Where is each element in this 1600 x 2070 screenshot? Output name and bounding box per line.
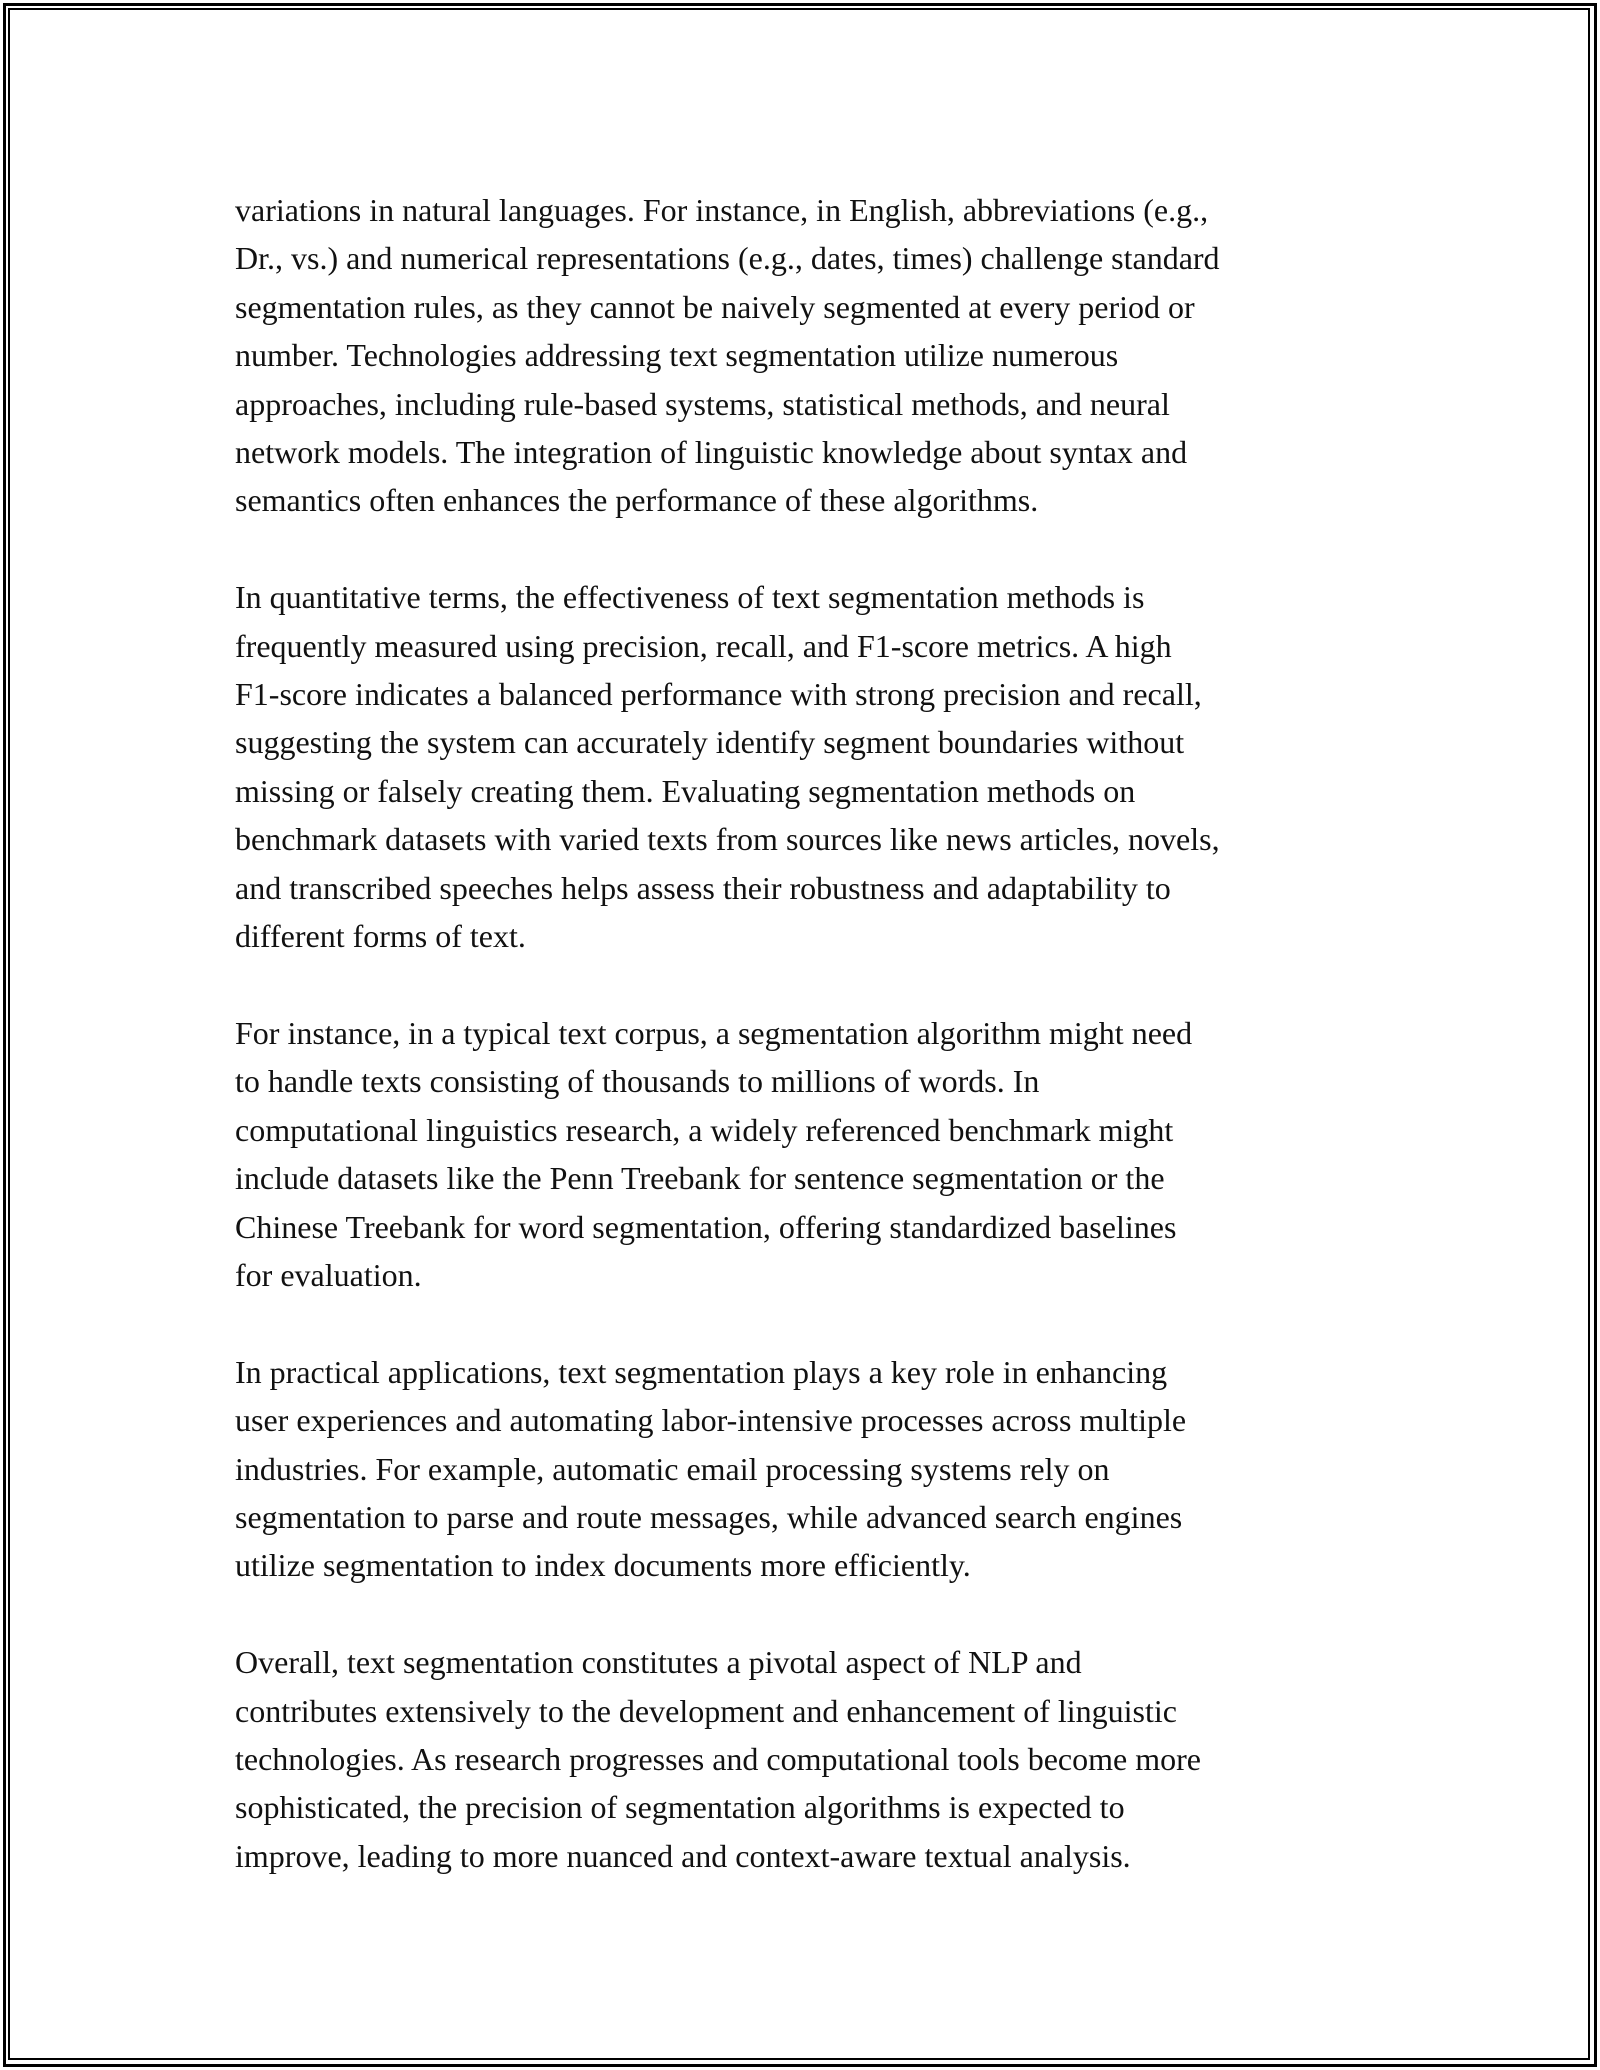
text-line: sophisticated, the precision of segmentation algorithms is expected to (235, 1789, 1125, 1826)
text-line: to handle texts consisting of thousands to millions of words. In (235, 1063, 1040, 1100)
text-line: In quantitative terms, the effectiveness of text segmentation methods is (235, 579, 1145, 616)
text-line: number. Technologies addressing text segmentation utilize numerous (235, 337, 1119, 374)
text-line: segmentation to parse and route messages, while advanced search engines (235, 1498, 1183, 1535)
paragraph (235, 573, 1375, 960)
text-line: missing or falsely creating them. Evaluating segmentation methods on (235, 772, 1136, 809)
text-line: variations in natural languages. For instance, in English, abbreviations (e.g., (235, 192, 1209, 228)
text-line: contributes extensively to the development and enhancement of linguistic (235, 1692, 1177, 1729)
text-line: Chinese Treebank for word segmentation, offering standardized baselines (235, 1208, 1177, 1245)
text-line: benchmark datasets with varied texts from sources like news articles, novels, (235, 821, 1220, 858)
text-line: In practical applications, text segmentation plays a key role in enhancing (235, 1353, 1168, 1390)
text-line: Overall, text segmentation constitutes a pivotal aspect of NLP and (235, 1644, 1082, 1681)
text-line: approaches, including rule-based systems, statistical methods, and neural (235, 385, 1170, 422)
text-line: frequently measured using precision, recall, and F1-score metrics. A high (235, 627, 1172, 664)
paragraph (235, 1009, 1375, 1299)
document-body (235, 186, 1375, 1929)
text-line: and transcribed speeches helps assess their robustness and adaptability to (235, 869, 1171, 906)
text-line: segmentation rules, as they cannot be naively segmented at every period or (235, 288, 1195, 325)
text-line: F1-score indicates a balanced performance with strong precision and recall, (235, 676, 1202, 713)
text-line: improve, leading to more nuanced and context-aware textual analysis. (235, 1837, 1131, 1874)
text-line: semantics often enhances the performance of these algorithms. (235, 482, 1039, 519)
text-line: technologies. As research progresses and computational tools become more (235, 1740, 1201, 1777)
text-line: user experiences and automating labor-intensive processes across multiple (235, 1402, 1187, 1439)
text-line: network models. The integration of linguistic knowledge about syntax and (235, 434, 1188, 471)
text-line: different forms of text. (235, 918, 526, 955)
text-line: industries. For example, automatic email processing systems rely on (235, 1450, 1110, 1487)
text-line: utilize segmentation to index documents more efficiently. (235, 1547, 971, 1584)
paragraph (235, 1638, 1375, 1880)
text-line: for evaluation. (235, 1256, 422, 1293)
text-line: computational linguistics research, a widely referenced benchmark might (235, 1111, 1174, 1148)
paragraph (235, 1348, 1375, 1590)
paragraph (235, 186, 1375, 525)
text-line: include datasets like the Penn Treebank for sentence segmentation or the (235, 1160, 1165, 1197)
text-line: Dr., vs.) and numerical representations (e.g., dates, times) challenge standard (235, 240, 1220, 277)
text-line: For instance, in a typical text corpus, a segmentation algorithm might need (235, 1014, 1193, 1051)
text-line: suggesting the system can accurately identify segment boundaries without (235, 724, 1185, 761)
